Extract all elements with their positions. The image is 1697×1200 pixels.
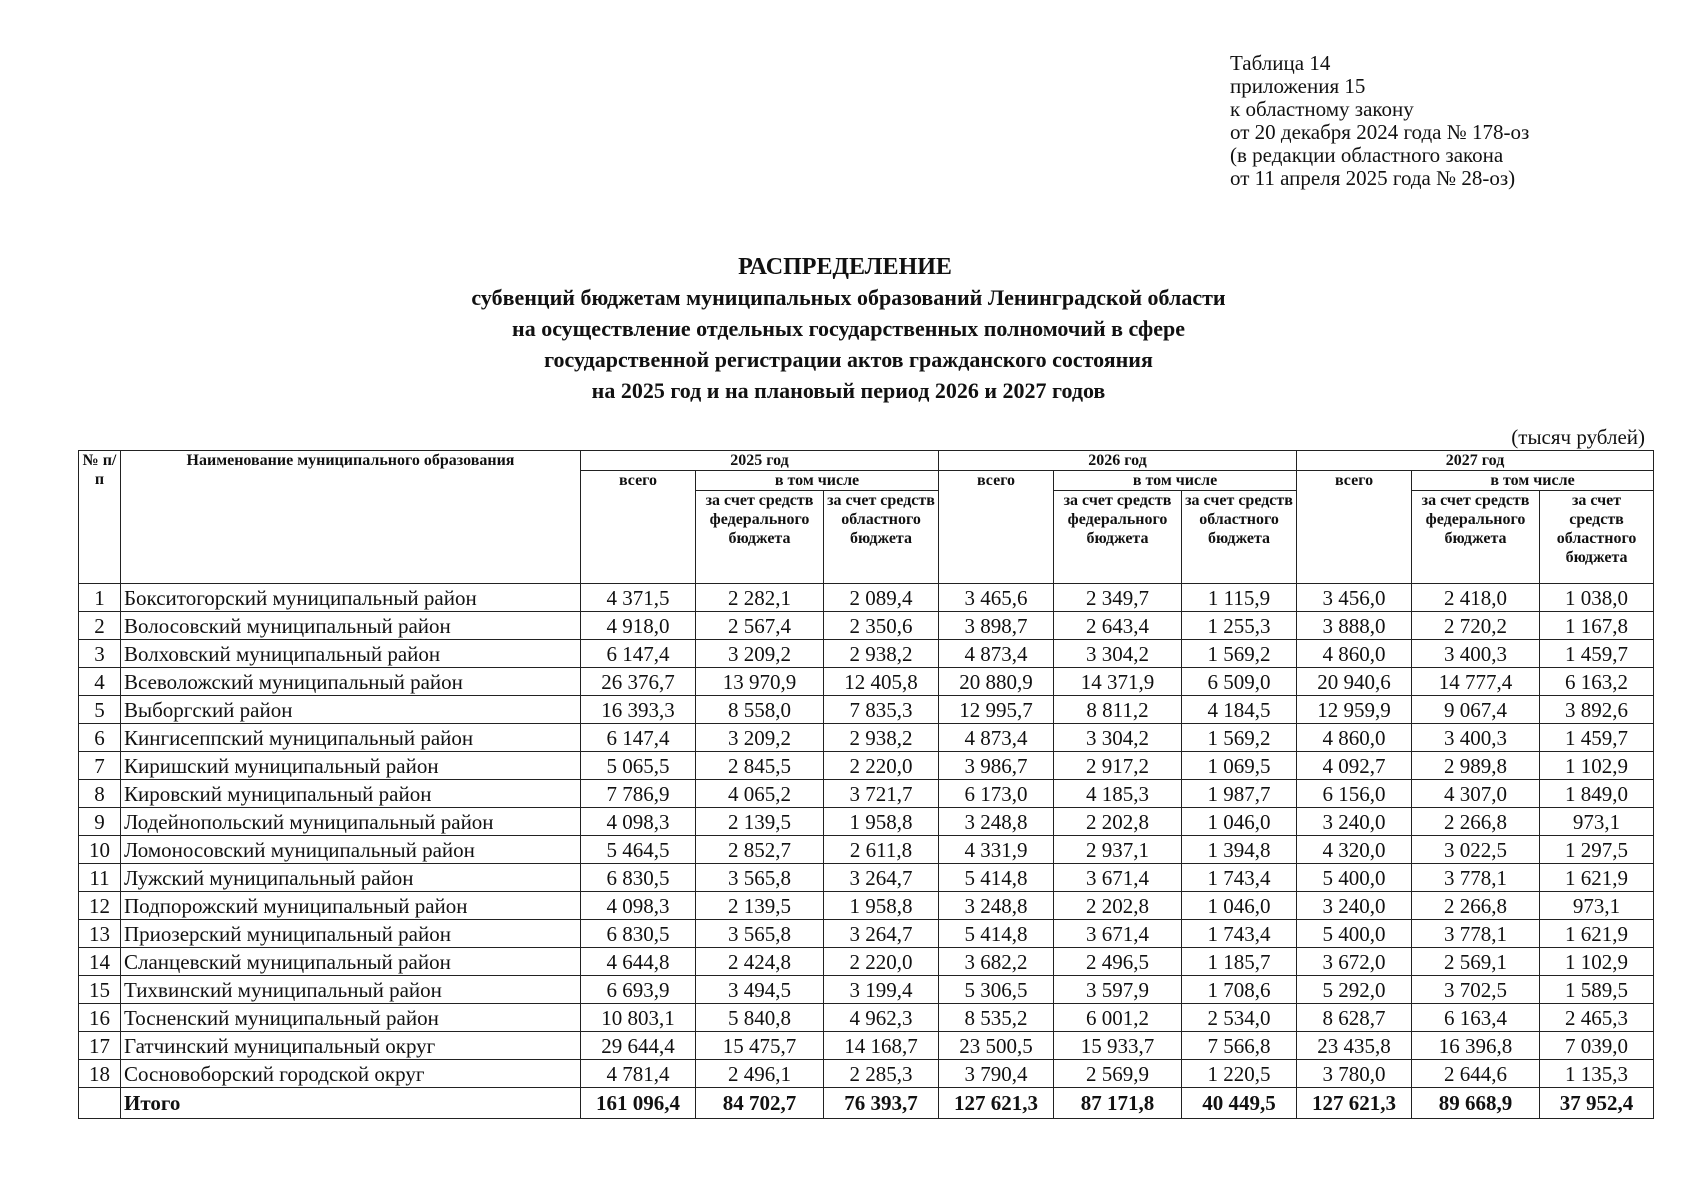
- value-cell: 3 240,0: [1297, 808, 1412, 836]
- row-number: 15: [79, 976, 121, 1004]
- row-number: 8: [79, 780, 121, 808]
- value-cell: 14 371,9: [1054, 668, 1182, 696]
- value-cell: 4 860,0: [1297, 640, 1412, 668]
- municipality-name: Волосовский муниципальный район: [121, 612, 581, 640]
- header-num: № п/п: [79, 451, 121, 584]
- value-cell: 3 780,0: [1297, 1060, 1412, 1088]
- value-cell: 10 803,1: [581, 1004, 696, 1032]
- value-cell: 4 873,4: [939, 640, 1054, 668]
- municipality-name: Киришский муниципальный район: [121, 752, 581, 780]
- value-cell: 5 414,8: [939, 864, 1054, 892]
- header-regional: за счет средств областного бюджета: [1182, 491, 1297, 584]
- value-cell: 1 459,7: [1540, 724, 1654, 752]
- value-cell: 5 400,0: [1297, 864, 1412, 892]
- row-number: 6: [79, 724, 121, 752]
- reference-line: от 20 декабря 2024 года № 178-оз: [1230, 120, 1530, 144]
- value-cell: 8 558,0: [696, 696, 824, 724]
- value-cell: 6 147,4: [581, 640, 696, 668]
- value-cell: 1 569,2: [1182, 724, 1297, 752]
- total-value: 37 952,4: [1540, 1088, 1654, 1119]
- value-cell: 3 022,5: [1412, 836, 1540, 864]
- value-cell: 3 898,7: [939, 612, 1054, 640]
- value-cell: 4 065,2: [696, 780, 824, 808]
- table-row: [79, 948, 1654, 976]
- value-cell: 5 065,5: [581, 752, 696, 780]
- value-cell: 2 496,5: [1054, 948, 1182, 976]
- value-cell: 4 098,3: [581, 892, 696, 920]
- value-cell: 3 565,8: [696, 864, 824, 892]
- header-federal: за счет средств федерального бюджета: [1412, 491, 1540, 584]
- value-cell: 3 304,2: [1054, 640, 1182, 668]
- value-cell: 8 628,7: [1297, 1004, 1412, 1032]
- value-cell: 1 743,4: [1182, 920, 1297, 948]
- value-cell: 14 777,4: [1412, 668, 1540, 696]
- value-cell: 23 435,8: [1297, 1032, 1412, 1060]
- row-number: 5: [79, 696, 121, 724]
- value-cell: 23 500,5: [939, 1032, 1054, 1060]
- title-line: государственной регистрации актов гражданского состояния: [544, 347, 1153, 372]
- value-cell: 4 781,4: [581, 1060, 696, 1088]
- value-cell: 3 400,3: [1412, 724, 1540, 752]
- table-row: [79, 1060, 1654, 1088]
- value-cell: 1 046,0: [1182, 808, 1297, 836]
- value-cell: 14 168,7: [824, 1032, 939, 1060]
- value-cell: 2 202,8: [1054, 892, 1182, 920]
- value-cell: 3 671,4: [1054, 920, 1182, 948]
- municipality-name: Лужский муниципальный район: [121, 864, 581, 892]
- row-number: 11: [79, 864, 121, 892]
- value-cell: 1 589,5: [1540, 976, 1654, 1004]
- municipality-name: Сланцевский муниципальный район: [121, 948, 581, 976]
- value-cell: 3 456,0: [1297, 584, 1412, 612]
- value-cell: 3 671,4: [1054, 864, 1182, 892]
- value-cell: 3 702,5: [1412, 976, 1540, 1004]
- value-cell: 1 115,9: [1182, 584, 1297, 612]
- reference-line: (в редакции областного закона: [1230, 143, 1504, 167]
- total-value: 161 096,4: [581, 1088, 696, 1119]
- value-cell: 2 266,8: [1412, 892, 1540, 920]
- table-row: [79, 780, 1654, 808]
- value-cell: 4 331,9: [939, 836, 1054, 864]
- value-cell: 6 001,2: [1054, 1004, 1182, 1032]
- header-year: 2025 год: [581, 451, 939, 471]
- value-cell: 2 643,4: [1054, 612, 1182, 640]
- value-cell: 20 940,6: [1297, 668, 1412, 696]
- header-including: в том числе: [1412, 471, 1654, 491]
- value-cell: 3 778,1: [1412, 864, 1540, 892]
- value-cell: 1 069,5: [1182, 752, 1297, 780]
- value-cell: 3 682,2: [939, 948, 1054, 976]
- value-cell: 5 464,5: [581, 836, 696, 864]
- value-cell: 2 845,5: [696, 752, 824, 780]
- value-cell: 4 185,3: [1054, 780, 1182, 808]
- value-cell: 12 995,7: [939, 696, 1054, 724]
- value-cell: 6 693,9: [581, 976, 696, 1004]
- value-cell: 3 209,2: [696, 640, 824, 668]
- table-row: [79, 1032, 1654, 1060]
- value-cell: 2 569,1: [1412, 948, 1540, 976]
- value-cell: 4 320,0: [1297, 836, 1412, 864]
- value-cell: 3 264,7: [824, 920, 939, 948]
- value-cell: 3 597,9: [1054, 976, 1182, 1004]
- value-cell: 3 721,7: [824, 780, 939, 808]
- value-cell: 3 494,5: [696, 976, 824, 1004]
- value-cell: 6 156,0: [1297, 780, 1412, 808]
- value-cell: 5 400,0: [1297, 920, 1412, 948]
- row-number: 3: [79, 640, 121, 668]
- value-cell: 16 393,3: [581, 696, 696, 724]
- header-federal: за счет средств федерального бюджета: [1054, 491, 1182, 584]
- row-number: 18: [79, 1060, 121, 1088]
- total-value: 76 393,7: [824, 1088, 939, 1119]
- header-including: в том числе: [696, 471, 939, 491]
- value-cell: 2 349,7: [1054, 584, 1182, 612]
- municipality-name: Бокситогорский муниципальный район: [121, 584, 581, 612]
- value-cell: 3 248,8: [939, 808, 1054, 836]
- document-reference: [1230, 52, 1529, 190]
- value-cell: 1 743,4: [1182, 864, 1297, 892]
- value-cell: 2 852,7: [696, 836, 824, 864]
- municipality-name: Кингисеппский муниципальный район: [121, 724, 581, 752]
- table-row: [79, 612, 1654, 640]
- value-cell: 7 039,0: [1540, 1032, 1654, 1060]
- table-row: [79, 976, 1654, 1004]
- value-cell: 1 621,9: [1540, 920, 1654, 948]
- total-value: 89 668,9: [1412, 1088, 1540, 1119]
- value-cell: 2 937,1: [1054, 836, 1182, 864]
- value-cell: 4 098,3: [581, 808, 696, 836]
- value-cell: 3 465,6: [939, 584, 1054, 612]
- value-cell: 6 830,5: [581, 864, 696, 892]
- value-cell: 2 350,6: [824, 612, 939, 640]
- table-row: [79, 724, 1654, 752]
- value-cell: 2 611,8: [824, 836, 939, 864]
- value-cell: 973,1: [1540, 892, 1654, 920]
- header-total: всего: [939, 471, 1054, 584]
- value-cell: 2 534,0: [1182, 1004, 1297, 1032]
- row-number: 4: [79, 668, 121, 696]
- value-cell: 6 509,0: [1182, 668, 1297, 696]
- header-federal: за счет средств федерального бюджета: [696, 491, 824, 584]
- value-cell: 3 892,6: [1540, 696, 1654, 724]
- municipality-name: Сосновоборский городской округ: [121, 1060, 581, 1088]
- municipality-name: Ломоносовский муниципальный район: [121, 836, 581, 864]
- value-cell: 12 959,9: [1297, 696, 1412, 724]
- value-cell: 5 840,8: [696, 1004, 824, 1032]
- header-total: всего: [1297, 471, 1412, 584]
- value-cell: 1 958,8: [824, 808, 939, 836]
- value-cell: 3 209,2: [696, 724, 824, 752]
- value-cell: 1 569,2: [1182, 640, 1297, 668]
- municipality-name: Приозерский муниципальный район: [121, 920, 581, 948]
- value-cell: 2 569,9: [1054, 1060, 1182, 1088]
- total-value: 84 702,7: [696, 1088, 824, 1119]
- value-cell: 4 371,5: [581, 584, 696, 612]
- row-number: 16: [79, 1004, 121, 1032]
- value-cell: 3 248,8: [939, 892, 1054, 920]
- title-line: на 2025 год и на плановый период 2026 и 2027 годов: [591, 378, 1106, 403]
- municipality-name: Гатчинский муниципальный округ: [121, 1032, 581, 1060]
- reference-line: Таблица 14: [1230, 51, 1331, 75]
- row-number: 12: [79, 892, 121, 920]
- reference-line: от 11 апреля 2025 года № 28-оз): [1230, 166, 1516, 190]
- value-cell: 2 496,1: [696, 1060, 824, 1088]
- value-cell: 3 199,4: [824, 976, 939, 1004]
- total-value: 127 621,3: [1297, 1088, 1412, 1119]
- value-cell: 5 292,0: [1297, 976, 1412, 1004]
- value-cell: 2 266,8: [1412, 808, 1540, 836]
- value-cell: 8 811,2: [1054, 696, 1182, 724]
- value-cell: 1 038,0: [1540, 584, 1654, 612]
- value-cell: 2 644,6: [1412, 1060, 1540, 1088]
- value-cell: 3 565,8: [696, 920, 824, 948]
- municipality-name: Кировский муниципальный район: [121, 780, 581, 808]
- value-cell: 5 306,5: [939, 976, 1054, 1004]
- value-cell: 4 860,0: [1297, 724, 1412, 752]
- municipality-name: Тихвинский муниципальный район: [121, 976, 581, 1004]
- value-cell: 3 304,2: [1054, 724, 1182, 752]
- value-cell: 1 220,5: [1182, 1060, 1297, 1088]
- value-cell: 3 778,1: [1412, 920, 1540, 948]
- value-cell: 4 644,8: [581, 948, 696, 976]
- municipality-name: Подпорожский муниципальный район: [121, 892, 581, 920]
- row-number: 10: [79, 836, 121, 864]
- table-row: [79, 808, 1654, 836]
- value-cell: 6 163,2: [1540, 668, 1654, 696]
- municipality-name: Волховский муниципальный район: [121, 640, 581, 668]
- title-line: субвенций бюджетам муниципальных образований Ленинградской области: [471, 285, 1226, 310]
- value-cell: 29 644,4: [581, 1032, 696, 1060]
- header-year: 2027 год: [1297, 451, 1654, 471]
- value-cell: 3 240,0: [1297, 892, 1412, 920]
- value-cell: 1 621,9: [1540, 864, 1654, 892]
- header-including: в том числе: [1054, 471, 1297, 491]
- value-cell: 26 376,7: [581, 668, 696, 696]
- value-cell: 1 185,7: [1182, 948, 1297, 976]
- total-row: [79, 1088, 1654, 1119]
- value-cell: 2 089,4: [824, 584, 939, 612]
- value-cell: 2 938,2: [824, 724, 939, 752]
- value-cell: 3 264,7: [824, 864, 939, 892]
- value-cell: 1 849,0: [1540, 780, 1654, 808]
- value-cell: 1 958,8: [824, 892, 939, 920]
- value-cell: 2 220,0: [824, 752, 939, 780]
- value-cell: 1 394,8: [1182, 836, 1297, 864]
- value-cell: 1 255,3: [1182, 612, 1297, 640]
- total-value: 40 449,5: [1182, 1088, 1297, 1119]
- municipality-name: Всеволожский муниципальный район: [121, 668, 581, 696]
- value-cell: 4 184,5: [1182, 696, 1297, 724]
- value-cell: 2 424,8: [696, 948, 824, 976]
- value-cell: 3 672,0: [1297, 948, 1412, 976]
- value-cell: 4 092,7: [1297, 752, 1412, 780]
- row-number: 17: [79, 1032, 121, 1060]
- table-row: [79, 892, 1654, 920]
- value-cell: 2 285,3: [824, 1060, 939, 1088]
- value-cell: 2 139,5: [696, 892, 824, 920]
- row-number: 13: [79, 920, 121, 948]
- table-row: [79, 696, 1654, 724]
- table-row: [79, 864, 1654, 892]
- document-title: [0, 252, 1697, 406]
- municipality-name: Выборгский район: [121, 696, 581, 724]
- row-number: 1: [79, 584, 121, 612]
- value-cell: 1 102,9: [1540, 948, 1654, 976]
- reference-line: к областному закону: [1230, 97, 1414, 121]
- distribution-table: [78, 450, 1654, 1119]
- value-cell: 3 400,3: [1412, 640, 1540, 668]
- value-cell: 13 970,9: [696, 668, 824, 696]
- total-value: 87 171,8: [1054, 1088, 1182, 1119]
- value-cell: 7 786,9: [581, 780, 696, 808]
- total-value: 127 621,3: [939, 1088, 1054, 1119]
- row-number: 9: [79, 808, 121, 836]
- value-cell: 20 880,9: [939, 668, 1054, 696]
- value-cell: 973,1: [1540, 808, 1654, 836]
- value-cell: 15 933,7: [1054, 1032, 1182, 1060]
- value-cell: 2 282,1: [696, 584, 824, 612]
- total-label: Итого: [121, 1088, 581, 1119]
- value-cell: 2 465,3: [1540, 1004, 1654, 1032]
- value-cell: 8 535,2: [939, 1004, 1054, 1032]
- row-number: 14: [79, 948, 121, 976]
- title-main: РАСПРЕДЕЛЕНИЕ: [738, 254, 952, 280]
- value-cell: 12 405,8: [824, 668, 939, 696]
- value-cell: 5 414,8: [939, 920, 1054, 948]
- value-cell: 2 418,0: [1412, 584, 1540, 612]
- total-number: [79, 1088, 121, 1119]
- header-regional: за счет средств областного бюджета: [1540, 491, 1654, 584]
- municipality-name: Лодейнопольский муниципальный район: [121, 808, 581, 836]
- value-cell: 7 566,8: [1182, 1032, 1297, 1060]
- value-cell: 1 459,7: [1540, 640, 1654, 668]
- row-number: 7: [79, 752, 121, 780]
- value-cell: 2 917,2: [1054, 752, 1182, 780]
- value-cell: 4 918,0: [581, 612, 696, 640]
- value-cell: 4 873,4: [939, 724, 1054, 752]
- table-row: [79, 752, 1654, 780]
- header-regional: за счет средств областного бюджета: [824, 491, 939, 584]
- value-cell: 2 938,2: [824, 640, 939, 668]
- value-cell: 4 962,3: [824, 1004, 939, 1032]
- value-cell: 6 830,5: [581, 920, 696, 948]
- value-cell: 6 173,0: [939, 780, 1054, 808]
- value-cell: 2 989,8: [1412, 752, 1540, 780]
- value-cell: 2 567,4: [696, 612, 824, 640]
- header-name: Наименование муниципального образования: [121, 451, 581, 584]
- value-cell: 6 147,4: [581, 724, 696, 752]
- value-cell: 1 167,8: [1540, 612, 1654, 640]
- value-cell: 15 475,7: [696, 1032, 824, 1060]
- value-cell: 6 163,4: [1412, 1004, 1540, 1032]
- table-row: [79, 668, 1654, 696]
- title-line: на осуществление отдельных государственных полномочий в сфере: [512, 316, 1185, 341]
- value-cell: 1 046,0: [1182, 892, 1297, 920]
- value-cell: 1 708,6: [1182, 976, 1297, 1004]
- value-cell: 2 220,0: [824, 948, 939, 976]
- header-total: всего: [581, 471, 696, 584]
- table-row: [79, 640, 1654, 668]
- table-row: [79, 920, 1654, 948]
- units-label: (тысяч рублей): [1511, 425, 1645, 449]
- value-cell: 3 888,0: [1297, 612, 1412, 640]
- value-cell: 1 135,3: [1540, 1060, 1654, 1088]
- value-cell: 2 720,2: [1412, 612, 1540, 640]
- value-cell: 16 396,8: [1412, 1032, 1540, 1060]
- table-row: [79, 584, 1654, 612]
- municipality-name: Тосненский муниципальный район: [121, 1004, 581, 1032]
- table-row: [79, 1004, 1654, 1032]
- value-cell: 3 986,7: [939, 752, 1054, 780]
- value-cell: 1 297,5: [1540, 836, 1654, 864]
- value-cell: 4 307,0: [1412, 780, 1540, 808]
- value-cell: 2 139,5: [696, 808, 824, 836]
- row-number: 2: [79, 612, 121, 640]
- value-cell: 2 202,8: [1054, 808, 1182, 836]
- reference-line: приложения 15: [1230, 74, 1366, 98]
- value-cell: 9 067,4: [1412, 696, 1540, 724]
- value-cell: 1 987,7: [1182, 780, 1297, 808]
- table-row: [79, 836, 1654, 864]
- value-cell: 7 835,3: [824, 696, 939, 724]
- header-year: 2026 год: [939, 451, 1297, 471]
- value-cell: 1 102,9: [1540, 752, 1654, 780]
- value-cell: 3 790,4: [939, 1060, 1054, 1088]
